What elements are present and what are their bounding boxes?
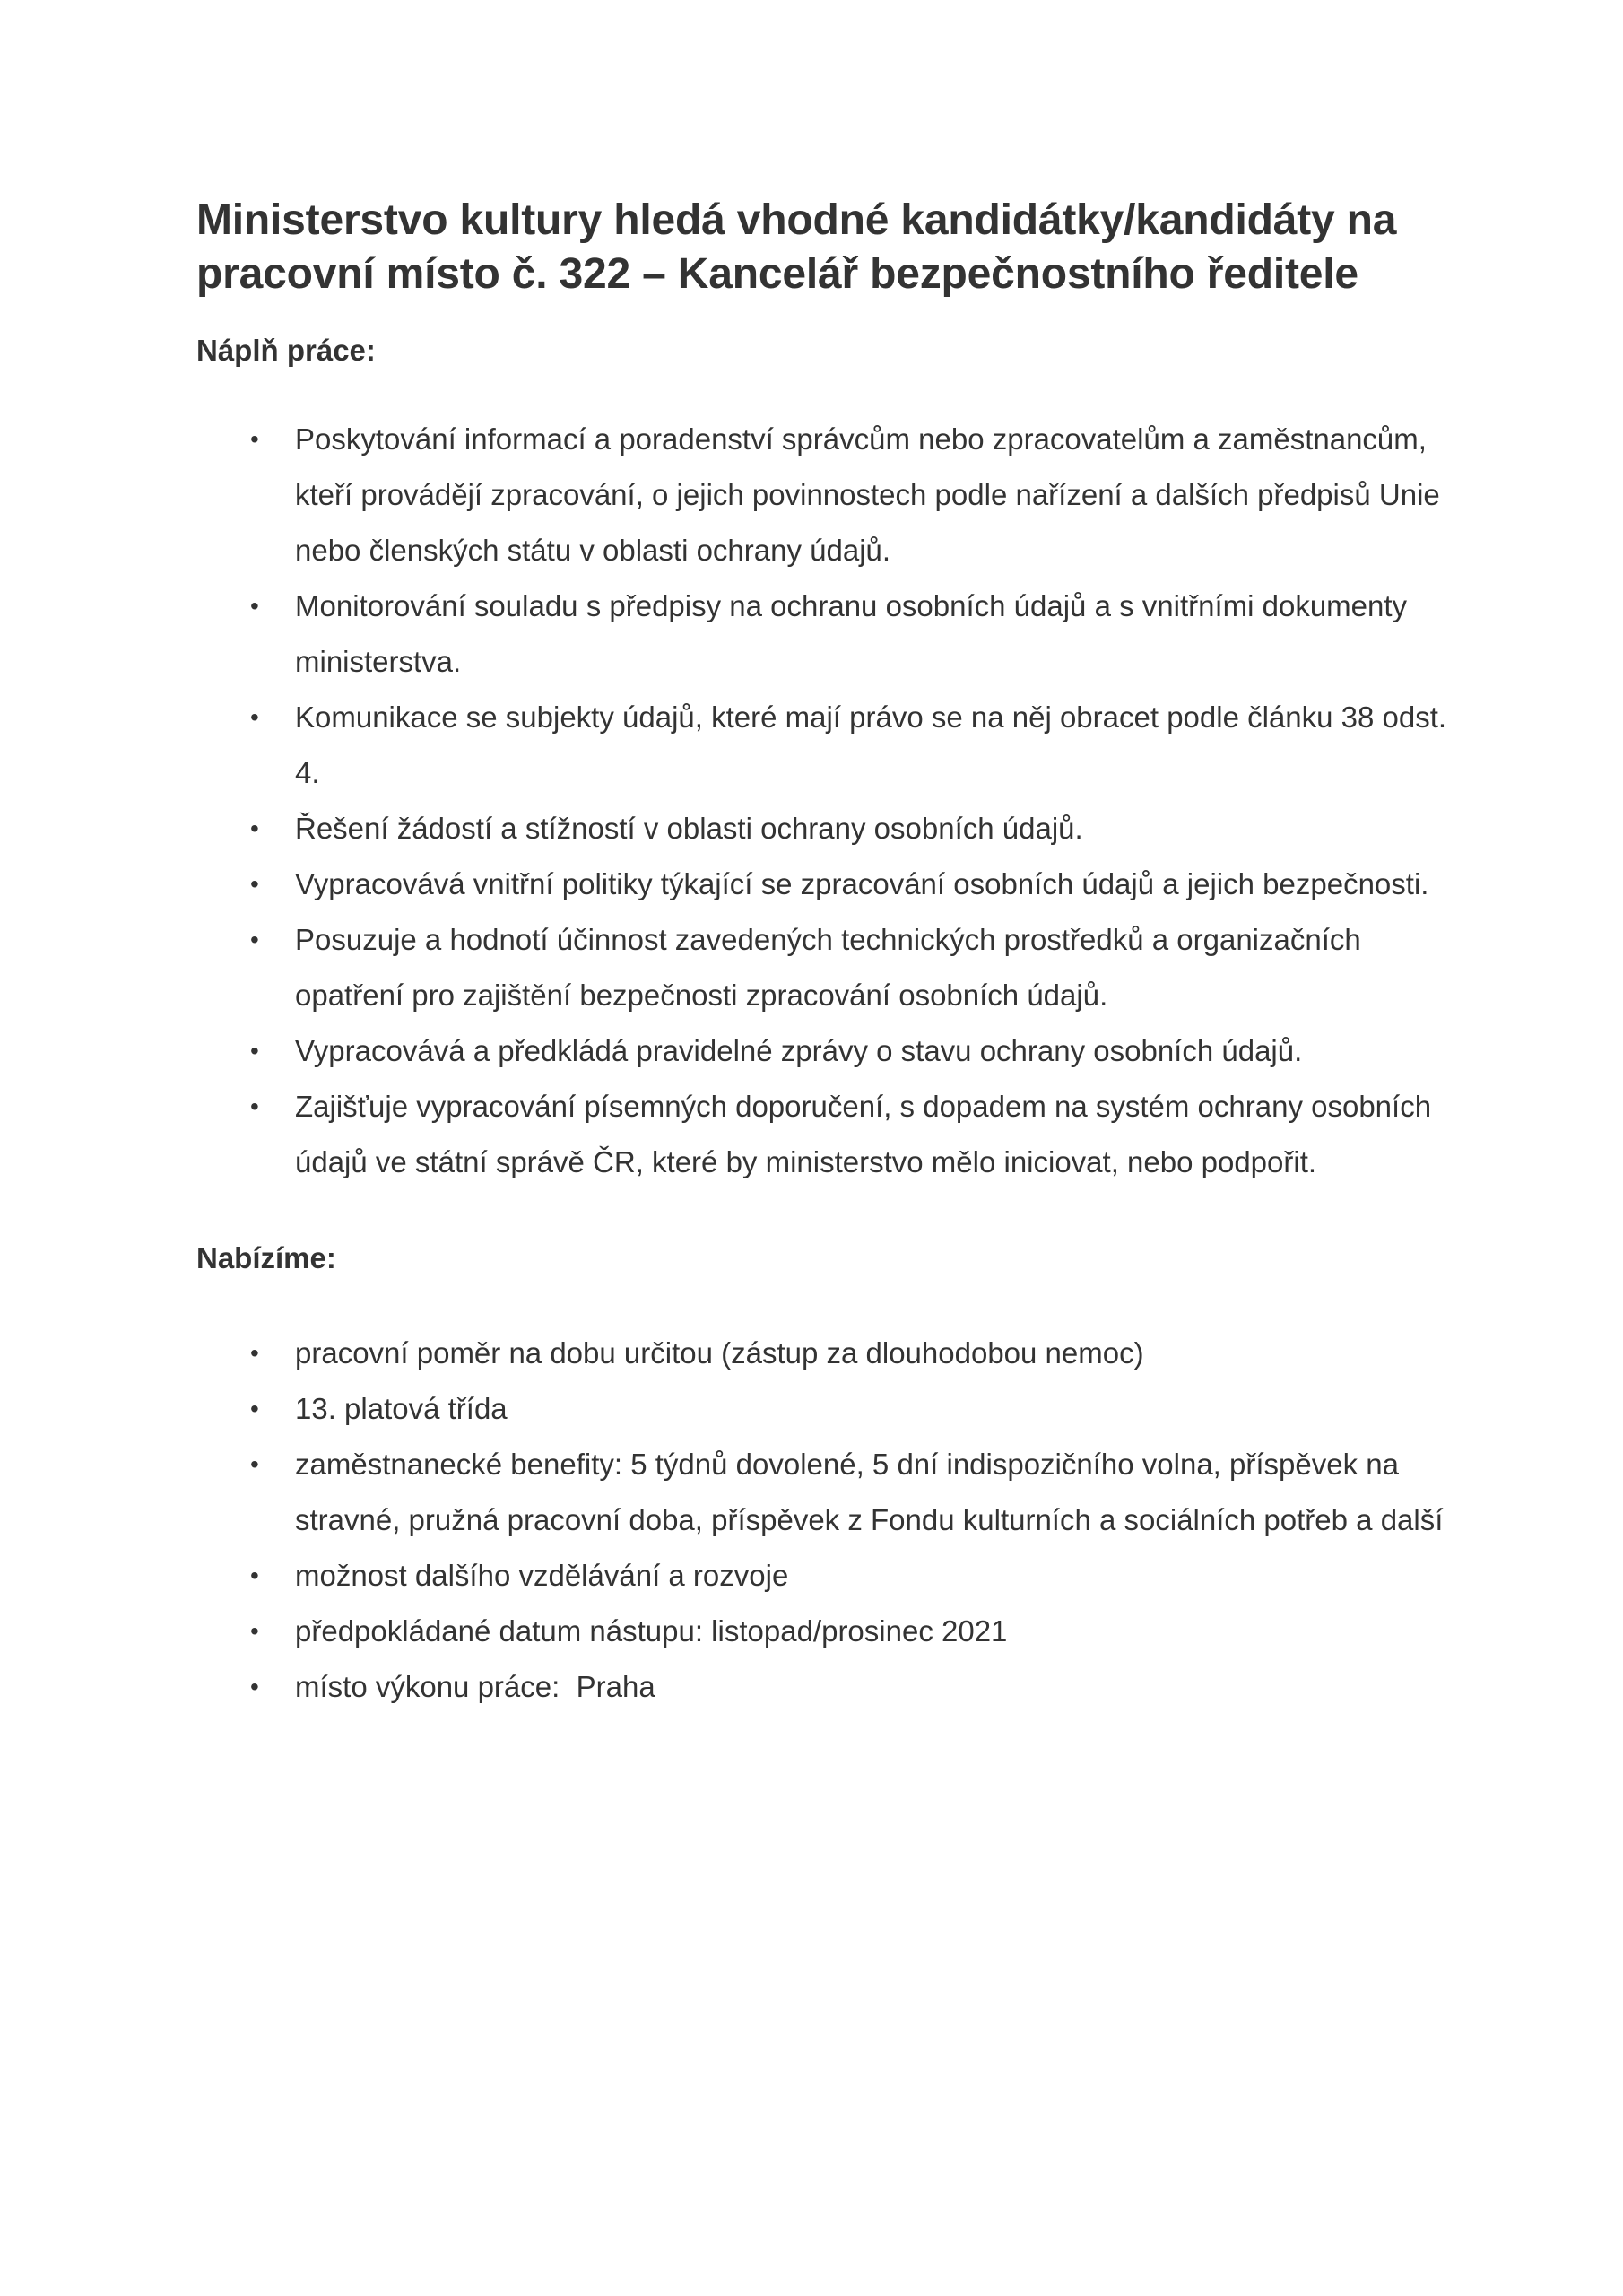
page-title: Ministerstvo kultury hledá vhodné kandidátky/kandidáty na pracovní místo č. 322 – Kancelář bezpečnostního ředitele <box>196 196 1397 298</box>
list-item: • předpokládané datum nástupu: listopad/prosinec 2021 <box>196 1604 1470 1659</box>
bullet-icon: • <box>250 592 259 620</box>
bullet-icon: • <box>250 1561 259 1589</box>
list-item: • Vypracovává a předkládá pravidelné zprávy o stavu ochrany osobních údajů. <box>196 1023 1470 1079</box>
bullet-icon: • <box>250 814 259 842</box>
bullet-icon: • <box>250 1673 259 1700</box>
section-heading-we-offer: Nabízíme: <box>196 1241 336 1274</box>
list-item: • Posuzuje a hodnotí účinnost zavedených technických prostředků a organizačních opatření pro zajištění bezpečnosti zpracování osobních údajů. <box>196 912 1470 1023</box>
list-item: • Komunikace se subjekty údajů, které mají právo se na něj obracet podle článku 38 odst. 4. <box>196 690 1470 801</box>
list-item: • možnost dalšího vzdělávání a rozvoje <box>196 1548 1470 1604</box>
bullet-icon: • <box>250 1395 259 1422</box>
list-item: • pracovní poměr na dobu určitou (zástup za dlouhodobou nemoc) <box>196 1326 1470 1381</box>
bullet-icon: • <box>250 425 259 453</box>
bullet-icon: • <box>250 1339 259 1367</box>
section-heading-job-description: Náplň práce: <box>196 334 376 367</box>
list-item: • Vypracovává vnitřní politiky týkající se zpracování osobních údajů a jejich bezpečnosti. <box>196 857 1470 912</box>
bullet-icon: • <box>250 1617 259 1645</box>
list-item: • Monitorování souladu s předpisy na ochranu osobních údajů a s vnitřními dokumenty ministerstva. <box>196 578 1470 690</box>
list-item: • Řešení žádostí a stížností v oblasti ochrany osobních údajů. <box>196 801 1470 857</box>
list-item: • Poskytování informací a poradenství správcům nebo zpracovatelům a zaměstnancům, kteří provádějí zpracování, o jejich povinnostech podle nařízení a dalších předpisů Unie nebo členských státu v oblasti ochrany údajů. <box>196 412 1470 578</box>
bullet-icon: • <box>250 1037 259 1065</box>
bullet-icon: • <box>250 703 259 731</box>
bullet-icon: • <box>250 1450 259 1478</box>
bullet-icon: • <box>250 1092 259 1120</box>
bullet-icon: • <box>250 870 259 898</box>
bullet-icon: • <box>250 926 259 953</box>
document-page <box>196 194 1452 1715</box>
list-item: • místo výkonu práce: Praha <box>196 1659 1470 1715</box>
job-description-list <box>196 412 1470 1190</box>
list-item: • 13. platová třída <box>196 1381 1470 1437</box>
list-item: • zaměstnanecké benefity: 5 týdnů dovolené, 5 dní indispozičního volna, příspěvek na stravné, pružná pracovní doba, příspěvek z Fondu kulturních a sociálních potřeb a další <box>196 1437 1470 1548</box>
list-item: • Zajišťuje vypracování písemných doporučení, s dopadem na systém ochrany osobních údajů ve státní správě ČR, které by ministerstvo mělo iniciovat, nebo podpořit. <box>196 1079 1470 1190</box>
we-offer-list <box>196 1326 1470 1715</box>
